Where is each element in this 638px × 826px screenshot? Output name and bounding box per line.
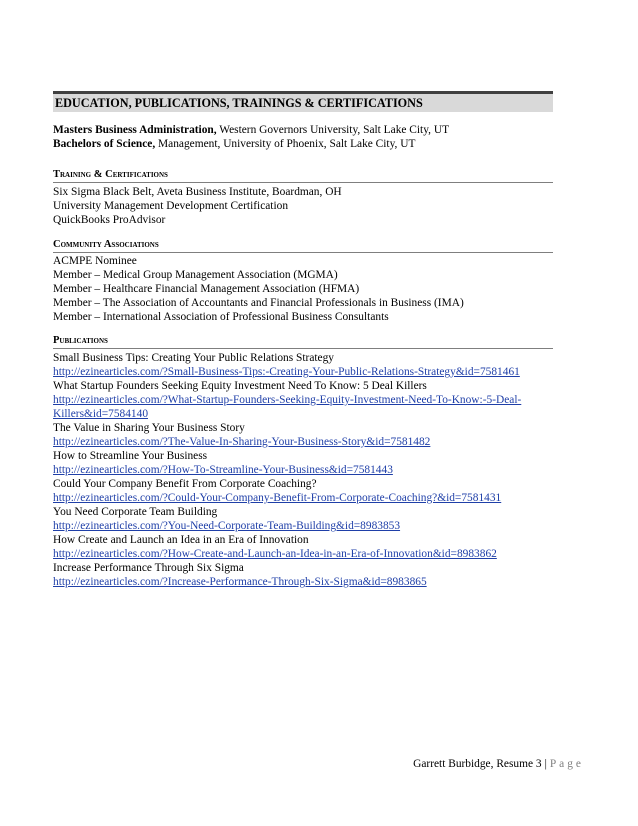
degree-name: Masters Business Administration, (53, 124, 217, 136)
section-header (53, 91, 553, 112)
publication-link[interactable]: Killers&id=7584140 (53, 408, 149, 420)
footer-separator: | (544, 758, 547, 770)
publication-title: Could Your Company Benefit From Corporate Coaching? (53, 478, 317, 490)
footer-author: Garrett Burbidge, Resume 3 (413, 758, 542, 770)
publication-title: How Create and Launch an Idea in an Era of Innovation (53, 534, 309, 546)
publication-link[interactable]: http://ezinearticles.com/?Could-Your-Company-Benefit-From-Corporate-Coaching?&id=7581431 (53, 492, 502, 504)
publication-link[interactable]: http://ezinearticles.com/?The-Value-In-Sharing-Your-Business-Story&id=7581482 (53, 436, 431, 448)
degree-detail: Western Governors University, Salt Lake City, UT (216, 124, 450, 136)
community-item: ACMPE Nominee (53, 255, 137, 267)
publication-link[interactable]: http://ezinearticles.com/?Small-Business-Tips:-Creating-Your-Public-Relations-Strategy&id=7581461 (53, 366, 520, 378)
publication-link[interactable]: http://ezinearticles.com/?How-To-Streamline-Your-Business&id=7581443 (53, 464, 393, 476)
community-item: Member – International Association of Professional Business Consultants (53, 311, 389, 323)
publication-title: How to Streamline Your Business (53, 450, 208, 462)
education-line (53, 123, 449, 137)
publication-link[interactable]: http://ezinearticles.com/?What-Startup-Founders-Seeking-Equity-Investment-Need-To-Know:-5-Deal- (53, 394, 522, 406)
training-item: Six Sigma Black Belt, Aveta Business Institute, Boardman, OH (53, 186, 342, 198)
publication-link[interactable]: http://ezinearticles.com/?Increase-Performance-Through-Six-Sigma&id=8983865 (53, 576, 427, 588)
community-item: Member – The Association of Accountants and Financial Professionals in Business (IMA) (53, 297, 464, 309)
page-footer (413, 758, 584, 770)
degree-name: Bachelors of Science, (53, 138, 156, 150)
publication-link[interactable]: http://ezinearticles.com/?How-Create-and-Launch-an-Idea-in-an-Era-of-Innovation&id=8983862 (53, 548, 497, 560)
degree-detail: Management, University of Phoenix, Salt Lake City, UT (155, 138, 416, 150)
publications-heading: Publications (53, 334, 553, 349)
publication-title: The Value in Sharing Your Business Story (53, 422, 245, 434)
publication-title: Small Business Tips: Creating Your Public Relations Strategy (53, 352, 334, 364)
education-line (53, 137, 415, 151)
footer-page-label: Page (549, 758, 584, 770)
community-item: Member – Medical Group Management Association (MGMA) (53, 269, 338, 281)
section-title: EDUCATION, PUBLICATIONS, TRAININGS & CERTIFICATIONS (55, 96, 423, 110)
training-item: University Management Development Certification (53, 200, 289, 212)
training-heading: Training & Certifications (53, 168, 553, 183)
publication-title: What Startup Founders Seeking Equity Investment Need To Know: 5 Deal Killers (53, 380, 427, 392)
publication-title: You Need Corporate Team Building (53, 506, 218, 518)
community-heading: Community Associations (53, 238, 553, 253)
publication-link[interactable]: http://ezinearticles.com/?You-Need-Corporate-Team-Building&id=8983853 (53, 520, 401, 532)
training-item: QuickBooks ProAdvisor (53, 214, 166, 226)
community-item: Member – Healthcare Financial Management Association (HFMA) (53, 283, 360, 295)
publication-title: Increase Performance Through Six Sigma (53, 562, 244, 574)
